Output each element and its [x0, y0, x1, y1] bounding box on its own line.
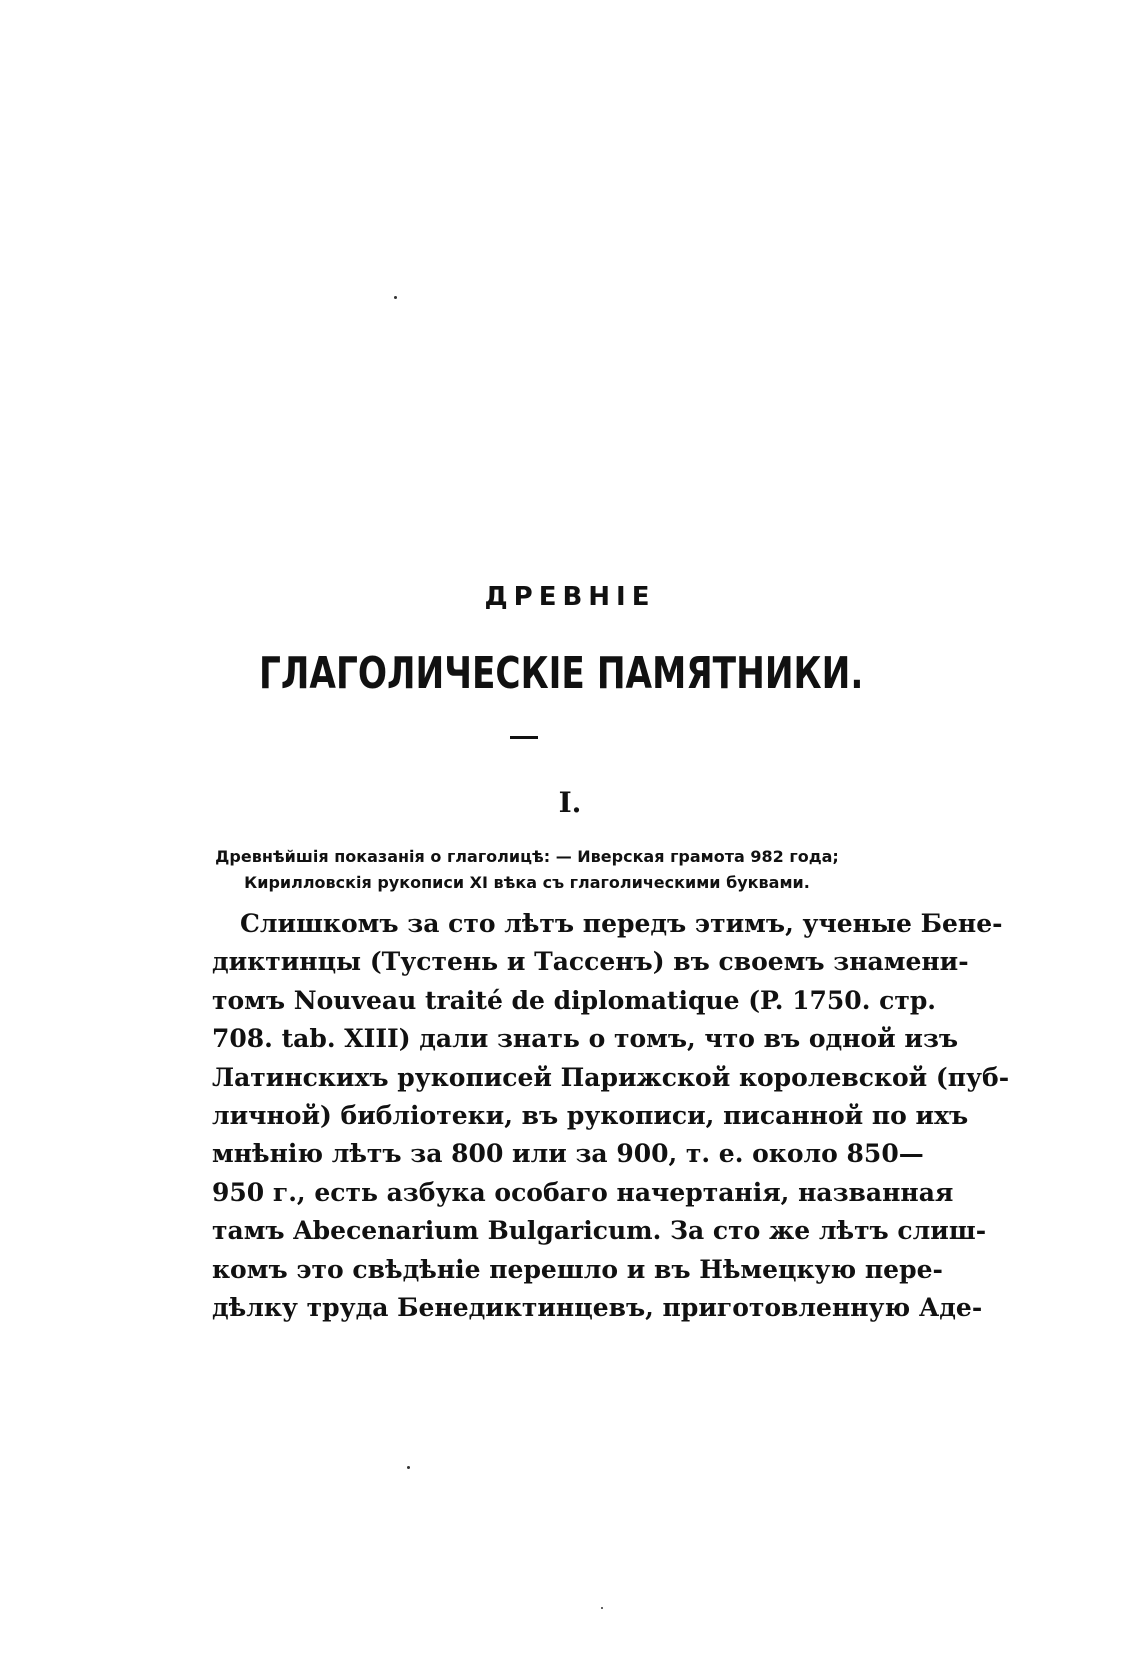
section-summary	[214, 844, 840, 896]
body-line: Слишкомъ за сто лѣтъ передъ этимъ, ученые Бене-	[240, 909, 1003, 938]
body-line: диктинцы (Тустень и Тассенъ) въ своемъ знамени-	[212, 947, 969, 977]
body-line: мнѣнію лѣтъ за 800 или за 900, т. е. около 850—	[212, 1139, 924, 1169]
body-line: личной) библіотеки, въ рукописи, писанной по ихъ	[212, 1101, 969, 1131]
section-number: I.	[558, 786, 582, 819]
body-line: дѣлку труда Бенедиктинцевъ, приготовленную Аде-	[212, 1293, 983, 1323]
paper-speck	[601, 1607, 603, 1609]
body-paragraph	[212, 905, 1010, 1327]
heading-small: ДРЕВНІЕ	[484, 582, 656, 612]
body-line: томъ Nouveau traité de diplomatique (P. 1750. стр.	[212, 985, 937, 1015]
body-line: тамъ Abecenarium Bulgaricum. За сто же лѣтъ слиш-	[212, 1216, 987, 1246]
body-line: 950 г., есть азбука особаго начертанія, названная	[212, 1177, 954, 1207]
summary-line: Древнѣйшія показанія о глаголицѣ: — Иверская грамота 982 года;	[215, 847, 839, 866]
body-line: комъ это свѣдѣніе перешло и въ Нѣмецкую пере-	[212, 1254, 943, 1284]
paper-speck	[394, 296, 397, 299]
page-title: ГЛАГОЛИЧЕСКІЕ ПАМЯТНИКИ.	[259, 648, 864, 699]
body-line: 708. tab. XIII) дали знать о томъ, что въ одной изъ	[212, 1024, 959, 1054]
summary-line: Кирилловскія рукописи XI вѣка съ глаголическими буквами.	[244, 873, 810, 892]
paper-speck	[407, 1466, 410, 1469]
title-divider	[510, 736, 538, 739]
body-line: Латинскихъ рукописей Парижской королевской (пуб-	[212, 1062, 1010, 1092]
